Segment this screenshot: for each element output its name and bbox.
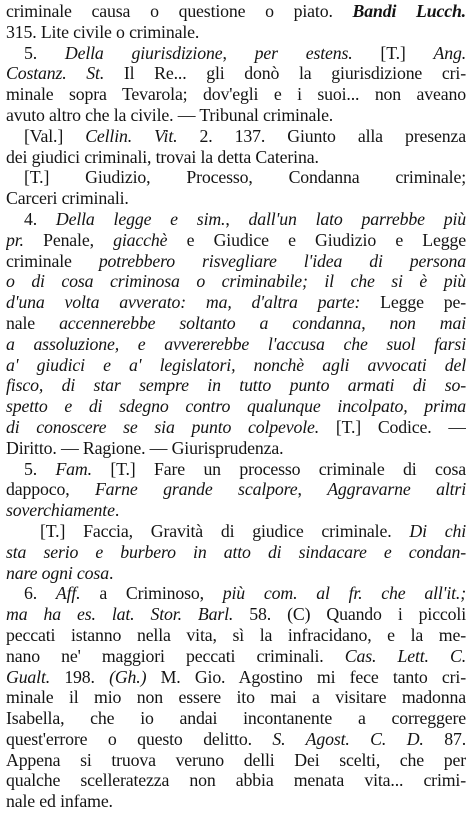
text-run: minale il mio non essere ito mai a visitare madonna	[6, 687, 466, 708]
text-line	[6, 230, 466, 251]
text-line	[6, 770, 466, 791]
text-run: M. Gio. Agostino mi fece tanto cri-	[146, 666, 466, 687]
text-line	[6, 396, 466, 417]
text-run: minale sopra Tevarola; dov'egli e i suoi... non aveano	[6, 84, 466, 105]
text-line	[6, 355, 466, 376]
text-run-italic: Cellin. Vit.	[85, 125, 178, 146]
text-line	[6, 147, 466, 168]
text-line	[6, 43, 466, 64]
text-run-italic: Bandi Lucch.	[352, 1, 466, 21]
text-run: [T.] Faccia, Gravità di giudice criminale.	[40, 520, 410, 541]
text-run: 315. Lite civile o criminale.	[6, 21, 200, 42]
text-run: dappoco,	[6, 479, 95, 500]
text-run-italic: dall'un lato parrebbe più	[248, 208, 466, 229]
text-run-italic: Ang.	[433, 42, 466, 63]
text-line	[6, 667, 466, 688]
text-run: peccati istanno nella vita, sì la infracidano, e la me-	[6, 624, 466, 645]
text-run-italic: Della legge e sim.	[55, 208, 226, 229]
text-line	[6, 500, 466, 521]
text-line	[6, 479, 466, 500]
text-run: e Giudice e Giudizio e Legge	[167, 229, 466, 250]
text-run-italic: per estens.	[254, 42, 353, 63]
text-run: [T.] Giudizio, Processo, Condanna criminale;	[24, 167, 466, 188]
text-run-italic: Cas. Lett. C.	[344, 645, 466, 666]
text-line	[6, 459, 466, 480]
text-run-italic: o di cosa criminosa o criminabile; il che si è più	[6, 271, 466, 292]
text-run-italic: a assoluzione, e avvererebbe l'accusa che suol farsi	[6, 333, 466, 354]
text-run: [T.]	[352, 42, 434, 63]
text-line	[6, 750, 466, 771]
text-run: criminale	[6, 250, 99, 271]
text-run-italic: Aggravarne altri	[327, 479, 466, 500]
text-run-italic: giacchè	[113, 229, 168, 250]
text-line	[6, 292, 466, 313]
text-run: 6.	[24, 583, 56, 604]
text-line	[6, 251, 466, 272]
text-run: [T.] Codice. —	[319, 416, 466, 437]
text-run: quest'errore o questo delitto.	[6, 728, 273, 749]
text-run: .	[114, 500, 120, 521]
text-line	[6, 563, 466, 584]
text-run: 2. 137. Giunto alla presenza	[177, 125, 466, 146]
text-line	[6, 334, 466, 355]
text-run: nale ed infame.	[6, 791, 113, 812]
text-run: Penale,	[23, 229, 114, 250]
text-line	[6, 1, 466, 22]
text-run-italic: S. Agost. C. D.	[272, 728, 424, 749]
text-run: ,	[222, 42, 255, 63]
text-run: nano ne' maggiori peccati criminali.	[6, 645, 345, 666]
text-run: dei giudici criminali, trovai la detta Caterina.	[6, 146, 319, 167]
text-run-italic: potrebbero risvegliare l'idea di persona	[98, 250, 466, 271]
text-run: nale	[6, 312, 60, 333]
text-line	[6, 209, 466, 230]
text-run: 4.	[24, 208, 56, 229]
text-run-italic: ma ha es. lat. Stor. Barl.	[6, 604, 234, 625]
text-line	[6, 729, 466, 750]
text-run: Diritto. — Ragione. — Giurisprudenza.	[6, 437, 284, 458]
text-run-italic: d'una volta avverato: ma, d'altra parte:	[6, 292, 361, 313]
text-run-italic: a' giudici e a' legislatori, nonchè agli avvocati del	[6, 354, 466, 375]
text-line	[6, 708, 466, 729]
text-run-italic: non mai	[389, 312, 466, 333]
text-run-italic: spetto e di sdegno contro qualunque incolpato, prima	[6, 396, 466, 417]
text-line	[6, 542, 466, 563]
text-line	[6, 375, 466, 396]
text-run-italic: Costanz. St.	[6, 63, 105, 84]
text-run-italic: nare ogni cosa	[6, 562, 109, 583]
text-run: ,	[361, 312, 390, 333]
text-run: ,	[225, 208, 249, 229]
text-run-italic: più com. al fr. che all'it.;	[222, 583, 466, 604]
text-run: .	[108, 562, 114, 583]
text-run-italic: Fam.	[55, 458, 92, 479]
text-line	[6, 105, 466, 126]
text-line	[6, 646, 466, 667]
text-run: [Val.]	[24, 125, 86, 146]
text-run-italic: soverchiamente	[6, 500, 115, 521]
text-run: Appena si truova veruno delli Dei scelti, che per	[6, 749, 466, 770]
text-line	[6, 313, 466, 334]
text-run: criminale causa o questione o piato.	[6, 1, 353, 21]
text-run-italic: Della giurisdizione	[64, 42, 223, 63]
text-line	[6, 417, 466, 438]
text-run-italic: sta serio e burbero in atto di sindacare e condan-	[6, 541, 466, 562]
text-run: 198.	[50, 666, 110, 687]
text-run: Legge pe-	[360, 292, 466, 313]
text-run-italic: Aff.	[55, 583, 81, 604]
text-line	[6, 84, 466, 105]
text-run-italic: pr.	[6, 229, 24, 250]
text-run-italic: Gualt.	[6, 666, 51, 687]
text-run: Carceri criminali.	[6, 188, 129, 209]
text-line	[6, 167, 466, 188]
text-run: 58. (C) Quando i piccoli	[233, 604, 466, 625]
text-run-italic: Farne grande scalpore	[94, 479, 298, 500]
text-line	[6, 22, 466, 43]
text-run-italic: accennerebbe soltanto a condanna	[59, 312, 362, 333]
text-run: 5.	[24, 458, 56, 479]
text-run: 87.	[423, 728, 466, 749]
text-run: Il Re... gli donò la giurisdizione cri-	[104, 63, 466, 84]
text-line	[6, 583, 466, 604]
text-line	[6, 604, 466, 625]
text-run: avuto altro che la civile. — Tribunal criminale.	[6, 104, 334, 125]
text-line	[6, 126, 466, 147]
text-line	[6, 438, 466, 459]
text-line	[6, 687, 466, 708]
text-line	[6, 63, 466, 84]
text-run-italic: (Gh.)	[109, 666, 147, 687]
text-line	[6, 625, 466, 646]
text-run: 5.	[24, 42, 65, 63]
text-run: a Criminoso,	[80, 583, 223, 604]
text-run-italic: Di chi	[409, 520, 466, 541]
text-run-italic: di conoscere se sia punto colpevole.	[6, 416, 320, 437]
text-line	[6, 188, 466, 209]
text-line	[6, 521, 466, 542]
text-line	[6, 271, 466, 292]
text-run-italic: fisco, di star sempre in tutto punto armati di so-	[6, 375, 466, 396]
text-run: Isabella, che io andai incontanente a correggere	[6, 708, 466, 729]
text-run: qualche scelleratezza non abbia menata vita... crimi-	[6, 770, 466, 791]
text-run: [T.] Fare un processo criminale di cosa	[91, 458, 466, 479]
text-run: ,	[297, 479, 328, 500]
text-line	[6, 791, 466, 812]
